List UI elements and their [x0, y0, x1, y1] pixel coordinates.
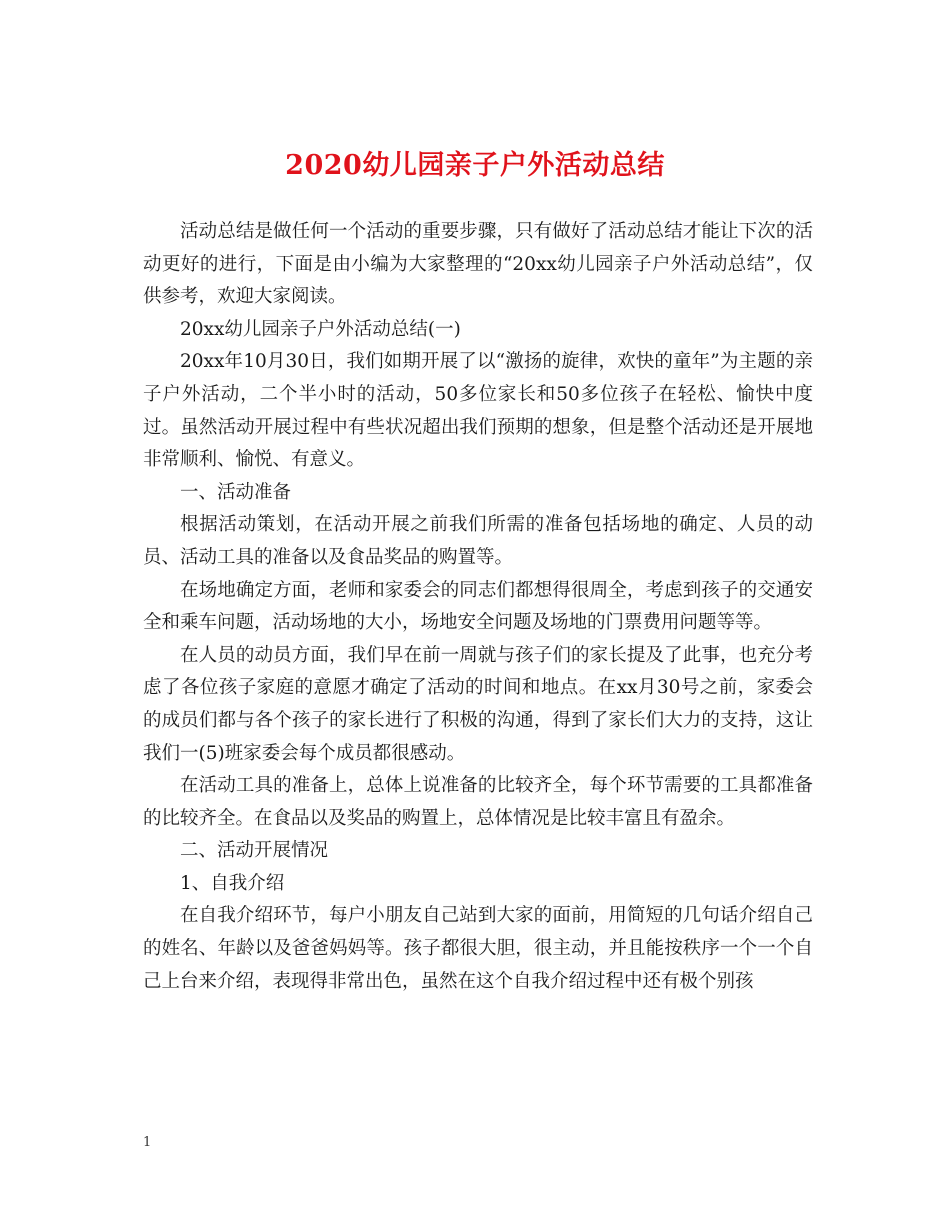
section-heading-preparation: 一、活动准备 — [180, 481, 292, 503]
paragraph-mobilization: 在人员的动员方面，我们早在前一周就与孩子们的家长提及了此事，也充分考虑了各位孩子家庭的意愿才确定了活动的时间和地点。在xx月30号之前，家委会的成员们都与各个孩子的家长进行了积极的沟通，得到了家长们大力的支持，这让我们一(5)班家委会每个成员都很感动。 — [143, 644, 813, 764]
page-number: 1 — [143, 1135, 152, 1150]
document-body — [143, 216, 813, 998]
paragraph-self-intro: 在自我介绍环节，每户小朋友自己站到大家的面前，用简短的几句话介绍自己的姓名、年龄以及爸爸妈妈等。孩子都很大胆，很主动，并且能按秩序一个一个自己上台来介绍，表现得非常出色，虽然在这个自我介绍过程中还有极个别孩 — [143, 905, 813, 992]
paragraph-tools: 在活动工具的准备上，总体上说准备的比较齐全，每个环节需要的工具都准备的比较齐全。在食品以及奖品的购置上，总体情况是比较丰富且有盈余。 — [143, 775, 813, 829]
paragraph-venue: 在场地确定方面，老师和家委会的同志们都想得很周全，考虑到孩子的交通安全和乘车问题，活动场地的大小，场地安全问题及场地的门票费用问题等等。 — [143, 579, 813, 634]
section-heading-activities: 二、活动开展情况 — [180, 840, 329, 862]
subsection-heading-self-intro: 1、自我介绍 — [180, 872, 285, 894]
paragraph-preparation-plan: 根据活动策划，在活动开展之前我们所需的准备包括场地的确定、人员的动员、活动工具的准备以及食品奖品的购置等。 — [143, 514, 813, 568]
document-title: 2020幼儿园亲子户外活动总结 — [285, 150, 665, 181]
paragraph-intro: 活动总结是做任何一个活动的重要步骤，只有做好了活动总结才能让下次的活动更好的进行，下面是由小编为大家整理的“20xx幼儿园亲子户外活动总结”，仅供参考，欢迎大家阅读。 — [143, 221, 813, 308]
section-heading-part-one: 20xx幼儿园亲子户外活动总结(一) — [180, 318, 461, 340]
paragraph-activity-overview: 20xx年10月30日，我们如期开展了以“激扬的旋律，欢快的童年”为主题的亲子户外活动，二个半小时的活动，50多位家长和50多位孩子在轻松、愉快中度过。虽然活动开展过程中有些状况超出我们预期的想象，但是整个活动还是开展地非常顺利、愉悦、有意义。 — [143, 351, 813, 471]
